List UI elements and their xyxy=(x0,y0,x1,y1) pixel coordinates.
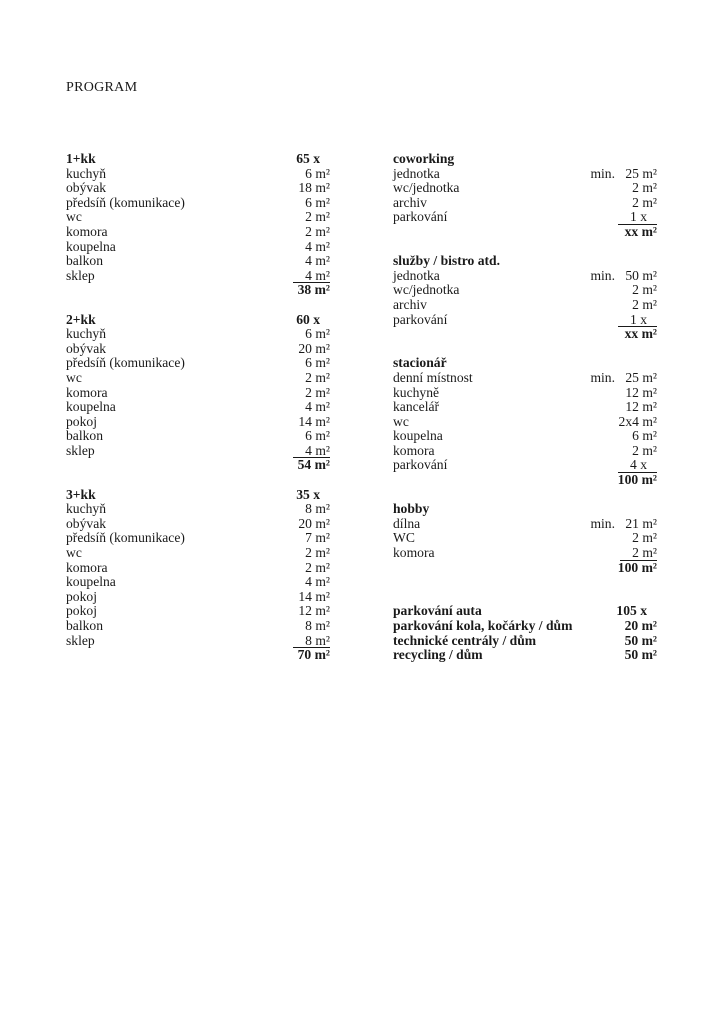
total-area: 54 m² xyxy=(297,457,330,473)
room-row xyxy=(66,327,330,342)
block-total xyxy=(393,327,657,342)
summary-spacer xyxy=(393,575,657,604)
block-header xyxy=(66,152,330,167)
block-spacer xyxy=(393,488,657,503)
program-row xyxy=(393,210,657,225)
block-spacer xyxy=(66,298,330,313)
room-area: 2 m² xyxy=(305,369,330,385)
block-total xyxy=(393,225,657,240)
program-area: 12 m² xyxy=(625,399,657,415)
room-label: předsíň (komunikace) xyxy=(66,194,185,210)
room-row xyxy=(66,386,330,401)
summary-label: parkování auta xyxy=(393,603,482,619)
room-area: 6 m² xyxy=(305,428,330,444)
room-row xyxy=(66,400,330,415)
room-area: 18 m² xyxy=(298,180,330,196)
summary-label: technické centrály / dům xyxy=(393,632,537,648)
program-label: koupelna xyxy=(393,428,443,444)
unit-count: 35 x xyxy=(296,486,320,502)
program-row xyxy=(393,313,657,328)
room-area: 2 m² xyxy=(305,384,330,400)
room-label: koupelna xyxy=(66,574,116,590)
room-row xyxy=(66,619,330,634)
room-area: 8 m² xyxy=(305,501,330,517)
total-area: 100 m² xyxy=(617,472,657,488)
page-title: PROGRAM xyxy=(66,80,138,95)
room-label: wc xyxy=(66,545,82,561)
block-header xyxy=(66,488,330,503)
block-header xyxy=(66,313,330,328)
room-row xyxy=(66,181,330,196)
apartment-block xyxy=(66,152,330,298)
program-row xyxy=(393,196,657,211)
program-area: 2x4 m² xyxy=(618,413,657,429)
room-area: 20 m² xyxy=(298,515,330,531)
summary-value: 105 x xyxy=(616,603,647,619)
program-area: 1 x xyxy=(618,210,657,225)
program-area: 2 m² xyxy=(632,194,657,210)
room-label: komora xyxy=(66,223,108,239)
block-title: hobby xyxy=(393,501,430,517)
program-label: dílna xyxy=(393,515,421,531)
room-row xyxy=(66,531,330,546)
room-label: pokoj xyxy=(66,413,97,429)
room-area: 6 m² xyxy=(305,194,330,210)
room-row xyxy=(66,429,330,444)
room-area: 2 m² xyxy=(305,545,330,561)
summary-value: 20 m² xyxy=(624,618,657,633)
program-block xyxy=(393,152,657,240)
block-header xyxy=(393,356,657,371)
summary-row xyxy=(393,604,657,619)
program-block xyxy=(393,502,657,575)
block-title: 1+kk xyxy=(66,151,96,166)
room-label: obývak xyxy=(66,340,107,356)
program-label: parkování xyxy=(393,457,448,473)
room-row xyxy=(66,210,330,225)
min-prefix: min. xyxy=(590,515,615,531)
room-row xyxy=(66,167,330,182)
room-row xyxy=(66,196,330,211)
room-label: obývak xyxy=(66,515,107,531)
min-prefix: min. xyxy=(590,369,615,385)
room-row xyxy=(66,240,330,255)
room-label: předsíň (komunikace) xyxy=(66,355,185,371)
program-row xyxy=(393,371,657,386)
program-area: 25 m² xyxy=(625,369,657,385)
program-row xyxy=(393,444,657,459)
room-area: 20 m² xyxy=(298,340,330,356)
room-row xyxy=(66,415,330,430)
block-header xyxy=(393,502,657,517)
room-label: koupelna xyxy=(66,399,116,415)
program-area: 2 m² xyxy=(632,296,657,312)
room-label: balkon xyxy=(66,428,103,444)
room-row xyxy=(66,604,330,619)
program-label: komora xyxy=(393,442,435,458)
apartment-block xyxy=(66,313,330,474)
room-row xyxy=(66,269,330,284)
room-label: sklep xyxy=(66,267,95,283)
program-label: parkování xyxy=(393,311,448,327)
block-title: stacionář xyxy=(393,355,447,371)
program-label: denní místnost xyxy=(393,369,473,385)
program-row xyxy=(393,429,657,444)
block-total xyxy=(66,458,330,473)
program-area: 4 x xyxy=(618,458,657,473)
room-area: 6 m² xyxy=(305,165,330,181)
block-title: 2+kk xyxy=(66,311,96,327)
unit-count: 60 x xyxy=(296,311,320,327)
program-row xyxy=(393,283,657,298)
room-area: 14 m² xyxy=(298,588,330,604)
block-spacer xyxy=(393,240,657,255)
room-area: 4 m² xyxy=(293,444,330,459)
room-area: 4 m² xyxy=(305,238,330,254)
block-title: 3+kk xyxy=(66,486,96,502)
room-label: komora xyxy=(66,559,108,575)
room-area: 12 m² xyxy=(298,603,330,619)
room-label: sklep xyxy=(66,632,95,648)
total-area: 70 m² xyxy=(297,647,330,663)
room-label: koupelna xyxy=(66,238,116,254)
program-label: jednotka xyxy=(393,267,440,283)
room-row xyxy=(66,356,330,371)
program-area: 6 m² xyxy=(632,428,657,444)
room-label: předsíň (komunikace) xyxy=(66,530,185,546)
program-row xyxy=(393,400,657,415)
room-area: 4 m² xyxy=(293,269,330,284)
block-total xyxy=(66,283,330,298)
program-row xyxy=(393,531,657,546)
room-area: 2 m² xyxy=(305,223,330,239)
room-row xyxy=(66,634,330,649)
program-area: 50 m² xyxy=(625,267,657,283)
total-area: xx m² xyxy=(624,326,657,342)
room-area: 2 m² xyxy=(305,559,330,575)
summary-label: parkování kola, kočárky / dům xyxy=(393,618,573,633)
room-area: 4 m² xyxy=(305,574,330,590)
program-area: 21 m² xyxy=(625,515,657,531)
room-label: komora xyxy=(66,384,108,400)
summary-block xyxy=(393,604,657,662)
program-label: archiv xyxy=(393,296,427,312)
program-label: wc/jednotka xyxy=(393,282,460,298)
room-label: wc xyxy=(66,209,82,225)
block-total xyxy=(393,473,657,488)
room-area: 2 m² xyxy=(305,209,330,225)
room-area: 8 m² xyxy=(305,618,330,633)
min-prefix: min. xyxy=(590,267,615,283)
block-header xyxy=(393,152,657,167)
room-area: 8 m² xyxy=(293,634,330,649)
summary-row xyxy=(393,619,657,634)
room-label: balkon xyxy=(66,618,103,633)
block-total xyxy=(393,561,657,576)
program-row xyxy=(393,181,657,196)
program-row xyxy=(393,415,657,430)
room-label: obývak xyxy=(66,180,107,196)
program-area: 2 m² xyxy=(620,546,657,561)
room-row xyxy=(66,502,330,517)
program-area: 12 m² xyxy=(625,384,657,400)
room-label: sklep xyxy=(66,442,95,458)
room-label: balkon xyxy=(66,253,103,269)
room-label: kuchyň xyxy=(66,165,107,181)
room-label: pokoj xyxy=(66,588,97,604)
program-area: 2 m² xyxy=(632,180,657,196)
room-area: 4 m² xyxy=(305,253,330,269)
room-row xyxy=(66,371,330,386)
room-area: 7 m² xyxy=(305,530,330,546)
program-row xyxy=(393,386,657,401)
block-total xyxy=(66,648,330,663)
room-row xyxy=(66,517,330,532)
summary-value: 50 m² xyxy=(624,647,657,663)
block-spacer xyxy=(393,342,657,357)
room-label: wc xyxy=(66,369,82,385)
program-row xyxy=(393,458,657,473)
total-area: 100 m² xyxy=(617,559,657,575)
program-label: wc/jednotka xyxy=(393,180,460,196)
program-row xyxy=(393,269,657,284)
program-block xyxy=(393,254,657,342)
program-row xyxy=(393,298,657,313)
room-row xyxy=(66,225,330,240)
unit-count: 65 x xyxy=(296,151,320,166)
program-label: archiv xyxy=(393,194,427,210)
room-row xyxy=(66,546,330,561)
room-area: 6 m² xyxy=(305,355,330,371)
program-label: jednotka xyxy=(393,165,440,181)
room-area: 4 m² xyxy=(305,399,330,415)
program-area: 2 m² xyxy=(632,530,657,546)
room-row xyxy=(66,254,330,269)
other-program-column xyxy=(393,152,657,663)
room-label: kuchyň xyxy=(66,326,107,342)
program-block xyxy=(393,356,657,487)
program-label: WC xyxy=(393,530,415,546)
room-label: pokoj xyxy=(66,603,97,619)
room-row xyxy=(66,575,330,590)
program-area: 25 m² xyxy=(625,165,657,181)
apartment-block xyxy=(66,488,330,663)
total-area: 38 m² xyxy=(297,282,330,298)
room-row xyxy=(66,561,330,576)
room-row xyxy=(66,590,330,605)
block-header xyxy=(393,254,657,269)
summary-row xyxy=(393,634,657,649)
program-label: parkování xyxy=(393,209,448,225)
program-label: wc xyxy=(393,413,409,429)
total-area: xx m² xyxy=(624,223,657,239)
room-label: kuchyň xyxy=(66,501,107,517)
program-area: 2 m² xyxy=(632,442,657,458)
program-row xyxy=(393,167,657,182)
program-area: 1 x xyxy=(618,313,657,328)
program-row xyxy=(393,546,657,561)
apartment-program-column xyxy=(66,152,330,663)
min-prefix: min. xyxy=(590,165,615,181)
summary-label: recycling / dům xyxy=(393,647,483,663)
block-title: coworking xyxy=(393,151,455,166)
block-spacer xyxy=(66,473,330,488)
summary-value: 50 m² xyxy=(624,632,657,648)
program-row xyxy=(393,517,657,532)
program-label: komora xyxy=(393,545,435,561)
summary-row xyxy=(393,648,657,663)
room-row xyxy=(66,342,330,357)
room-area: 6 m² xyxy=(305,326,330,342)
room-area: 14 m² xyxy=(298,413,330,429)
program-label: kuchyně xyxy=(393,384,440,400)
program-label: kancelář xyxy=(393,399,440,415)
room-row xyxy=(66,444,330,459)
block-title: služby / bistro atd. xyxy=(393,253,501,269)
program-area: 2 m² xyxy=(632,282,657,298)
